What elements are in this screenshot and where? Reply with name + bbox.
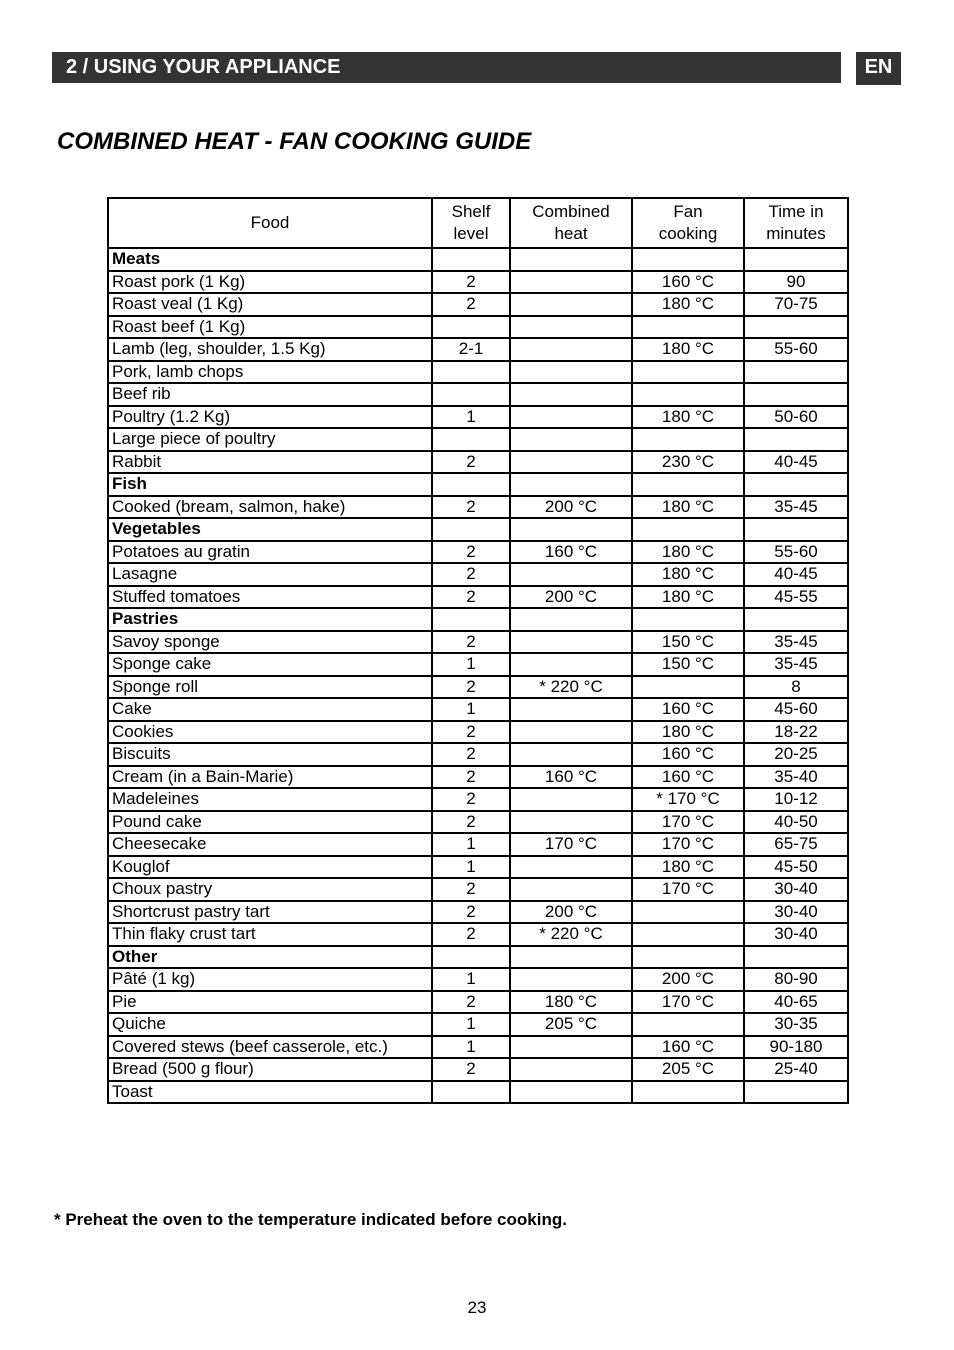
- page-title: COMBINED HEAT - FAN COOKING GUIDE: [57, 128, 532, 155]
- time-cell: 55-60: [744, 541, 848, 564]
- time-cell: [744, 428, 848, 451]
- food-cell: Cooked (bream, salmon, hake): [108, 496, 432, 519]
- combined-heat-cell: [510, 856, 632, 879]
- time-cell: 30-40: [744, 878, 848, 901]
- table-row: [108, 878, 848, 901]
- combined-heat-cell: [510, 473, 632, 496]
- fan-cooking-cell: 150 °C: [632, 653, 744, 676]
- time-cell: 8: [744, 676, 848, 699]
- fan-cooking-cell: [632, 361, 744, 384]
- table-row: [108, 833, 848, 856]
- food-cell: Poultry (1.2 Kg): [108, 406, 432, 429]
- time-cell: 30-35: [744, 1013, 848, 1036]
- food-cell: Cheesecake: [108, 833, 432, 856]
- table-row: [108, 361, 848, 384]
- shelf-level-cell: 1: [432, 833, 510, 856]
- combined-heat-cell: [510, 383, 632, 406]
- food-cell: Vegetables: [108, 518, 432, 541]
- category-row: [108, 608, 848, 631]
- combined-heat-cell: [510, 968, 632, 991]
- time-cell: 55-60: [744, 338, 848, 361]
- food-cell: Roast pork (1 Kg): [108, 271, 432, 294]
- time-cell: 90: [744, 271, 848, 294]
- shelf-level-cell: [432, 248, 510, 271]
- section-header: 2 / USING YOUR APPLIANCE: [52, 52, 841, 83]
- combined-heat-cell: 180 °C: [510, 991, 632, 1014]
- time-cell: [744, 361, 848, 384]
- shelf-level-cell: 1: [432, 406, 510, 429]
- table-row: [108, 1081, 848, 1104]
- shelf-level-cell: 2: [432, 271, 510, 294]
- table-header-row: [108, 198, 848, 248]
- shelf-level-cell: 2-1: [432, 338, 510, 361]
- cooking-guide-table: [107, 197, 849, 1104]
- header-fan-cooking: Fan cooking: [632, 198, 744, 248]
- combined-heat-cell: [510, 563, 632, 586]
- combined-heat-cell: [510, 946, 632, 969]
- food-cell: Large piece of poultry: [108, 428, 432, 451]
- food-cell: Lamb (leg, shoulder, 1.5 Kg): [108, 338, 432, 361]
- combined-heat-cell: [510, 811, 632, 834]
- table-row: [108, 698, 848, 721]
- combined-heat-cell: [510, 316, 632, 339]
- shelf-level-cell: 2: [432, 293, 510, 316]
- time-cell: [744, 518, 848, 541]
- shelf-level-cell: 2: [432, 631, 510, 654]
- table-row: [108, 631, 848, 654]
- fan-cooking-cell: 180 °C: [632, 541, 744, 564]
- shelf-level-cell: [432, 946, 510, 969]
- food-cell: Savoy sponge: [108, 631, 432, 654]
- table-row: [108, 293, 848, 316]
- shelf-level-cell: 2: [432, 1058, 510, 1081]
- fan-cooking-cell: [632, 676, 744, 699]
- food-cell: Pie: [108, 991, 432, 1014]
- table-row: [108, 271, 848, 294]
- shelf-level-cell: 1: [432, 1036, 510, 1059]
- time-cell: [744, 383, 848, 406]
- time-cell: 70-75: [744, 293, 848, 316]
- time-cell: 50-60: [744, 406, 848, 429]
- shelf-level-cell: 2: [432, 676, 510, 699]
- food-cell: Stuffed tomatoes: [108, 586, 432, 609]
- food-cell: Toast: [108, 1081, 432, 1104]
- combined-heat-cell: [510, 721, 632, 744]
- table-row: [108, 811, 848, 834]
- combined-heat-cell: [510, 1058, 632, 1081]
- shelf-level-cell: 2: [432, 991, 510, 1014]
- combined-heat-cell: [510, 631, 632, 654]
- food-cell: Meats: [108, 248, 432, 271]
- food-cell: Choux pastry: [108, 878, 432, 901]
- time-cell: 10-12: [744, 788, 848, 811]
- category-row: [108, 473, 848, 496]
- shelf-level-cell: [432, 383, 510, 406]
- time-cell: [744, 473, 848, 496]
- food-cell: Cake: [108, 698, 432, 721]
- shelf-level-cell: [432, 608, 510, 631]
- table-row: [108, 383, 848, 406]
- shelf-level-cell: [432, 1081, 510, 1104]
- shelf-level-cell: [432, 428, 510, 451]
- shelf-level-cell: 2: [432, 541, 510, 564]
- fan-cooking-cell: 180 °C: [632, 338, 744, 361]
- fan-cooking-cell: [632, 518, 744, 541]
- fan-cooking-cell: 230 °C: [632, 451, 744, 474]
- time-cell: 30-40: [744, 923, 848, 946]
- fan-cooking-cell: [632, 608, 744, 631]
- food-cell: Covered stews (beef casserole, etc.): [108, 1036, 432, 1059]
- combined-heat-cell: 200 °C: [510, 496, 632, 519]
- fan-cooking-cell: 180 °C: [632, 721, 744, 744]
- table-row: [108, 316, 848, 339]
- time-cell: 18-22: [744, 721, 848, 744]
- fan-cooking-cell: [632, 473, 744, 496]
- shelf-level-cell: 2: [432, 923, 510, 946]
- combined-heat-cell: [510, 518, 632, 541]
- shelf-level-cell: 1: [432, 698, 510, 721]
- food-cell: Pork, lamb chops: [108, 361, 432, 384]
- table-row: [108, 766, 848, 789]
- food-cell: Roast veal (1 Kg): [108, 293, 432, 316]
- shelf-level-cell: [432, 316, 510, 339]
- food-cell: Quiche: [108, 1013, 432, 1036]
- fan-cooking-cell: 205 °C: [632, 1058, 744, 1081]
- shelf-level-cell: 1: [432, 968, 510, 991]
- fan-cooking-cell: 160 °C: [632, 766, 744, 789]
- category-row: [108, 248, 848, 271]
- food-cell: Madeleines: [108, 788, 432, 811]
- time-cell: 25-40: [744, 1058, 848, 1081]
- combined-heat-cell: [510, 698, 632, 721]
- time-cell: [744, 608, 848, 631]
- combined-heat-cell: [510, 361, 632, 384]
- table-row: [108, 788, 848, 811]
- combined-heat-cell: [510, 878, 632, 901]
- shelf-level-cell: 2: [432, 743, 510, 766]
- food-cell: Pound cake: [108, 811, 432, 834]
- table-row: [108, 968, 848, 991]
- time-cell: [744, 248, 848, 271]
- table-row: [108, 856, 848, 879]
- fan-cooking-cell: 150 °C: [632, 631, 744, 654]
- time-cell: 35-45: [744, 631, 848, 654]
- combined-heat-cell: 170 °C: [510, 833, 632, 856]
- time-cell: 90-180: [744, 1036, 848, 1059]
- fan-cooking-cell: [632, 946, 744, 969]
- shelf-level-cell: 2: [432, 563, 510, 586]
- food-cell: Cream (in a Bain-Marie): [108, 766, 432, 789]
- time-cell: 30-40: [744, 901, 848, 924]
- table-row: [108, 1058, 848, 1081]
- category-row: [108, 518, 848, 541]
- shelf-level-cell: 2: [432, 901, 510, 924]
- shelf-level-cell: 1: [432, 1013, 510, 1036]
- shelf-level-cell: 2: [432, 451, 510, 474]
- combined-heat-cell: 200 °C: [510, 586, 632, 609]
- combined-heat-cell: * 220 °C: [510, 676, 632, 699]
- table-body: [108, 248, 848, 1103]
- food-cell: Roast beef (1 Kg): [108, 316, 432, 339]
- shelf-level-cell: 1: [432, 653, 510, 676]
- combined-heat-cell: [510, 788, 632, 811]
- fan-cooking-cell: 170 °C: [632, 878, 744, 901]
- fan-cooking-cell: 160 °C: [632, 698, 744, 721]
- fan-cooking-cell: [632, 1013, 744, 1036]
- table-row: [108, 563, 848, 586]
- fan-cooking-cell: 180 °C: [632, 406, 744, 429]
- fan-cooking-cell: 160 °C: [632, 743, 744, 766]
- combined-heat-cell: [510, 428, 632, 451]
- combined-heat-cell: [510, 653, 632, 676]
- food-cell: Lasagne: [108, 563, 432, 586]
- table-row: [108, 541, 848, 564]
- time-cell: 40-50: [744, 811, 848, 834]
- fan-cooking-cell: [632, 383, 744, 406]
- table-row: [108, 743, 848, 766]
- table-row: [108, 901, 848, 924]
- shelf-level-cell: 2: [432, 811, 510, 834]
- combined-heat-cell: [510, 406, 632, 429]
- table-row: [108, 451, 848, 474]
- fan-cooking-cell: 180 °C: [632, 856, 744, 879]
- header-time: Time in minutes: [744, 198, 848, 248]
- fan-cooking-cell: 180 °C: [632, 496, 744, 519]
- page-number: 23: [467, 1298, 487, 1317]
- time-cell: 65-75: [744, 833, 848, 856]
- shelf-level-cell: 2: [432, 496, 510, 519]
- food-cell: Pâté (1 kg): [108, 968, 432, 991]
- combined-heat-cell: * 220 °C: [510, 923, 632, 946]
- food-cell: Other: [108, 946, 432, 969]
- shelf-level-cell: 1: [432, 856, 510, 879]
- fan-cooking-cell: [632, 428, 744, 451]
- fan-cooking-cell: [632, 901, 744, 924]
- food-cell: Bread (500 g flour): [108, 1058, 432, 1081]
- header-food: Food: [108, 198, 432, 248]
- fan-cooking-cell: 160 °C: [632, 271, 744, 294]
- time-cell: 45-50: [744, 856, 848, 879]
- food-cell: Potatoes au gratin: [108, 541, 432, 564]
- fan-cooking-cell: [632, 316, 744, 339]
- shelf-level-cell: 2: [432, 878, 510, 901]
- fan-cooking-cell: [632, 1081, 744, 1104]
- combined-heat-cell: [510, 248, 632, 271]
- shelf-level-cell: 2: [432, 788, 510, 811]
- table-row: [108, 496, 848, 519]
- food-cell: Kouglof: [108, 856, 432, 879]
- food-cell: Shortcrust pastry tart: [108, 901, 432, 924]
- table-row: [108, 923, 848, 946]
- combined-heat-cell: [510, 743, 632, 766]
- fan-cooking-cell: 180 °C: [632, 563, 744, 586]
- combined-heat-cell: [510, 608, 632, 631]
- table-row: [108, 406, 848, 429]
- combined-heat-cell: [510, 1036, 632, 1059]
- fan-cooking-cell: 170 °C: [632, 811, 744, 834]
- shelf-level-cell: 2: [432, 721, 510, 744]
- fan-cooking-cell: [632, 923, 744, 946]
- time-cell: 45-60: [744, 698, 848, 721]
- time-cell: 40-45: [744, 563, 848, 586]
- food-cell: Pastries: [108, 608, 432, 631]
- food-cell: Biscuits: [108, 743, 432, 766]
- combined-heat-cell: 160 °C: [510, 766, 632, 789]
- table-row: [108, 676, 848, 699]
- table-row: [108, 1013, 848, 1036]
- combined-heat-cell: [510, 451, 632, 474]
- combined-heat-cell: 160 °C: [510, 541, 632, 564]
- time-cell: 45-55: [744, 586, 848, 609]
- table-row: [108, 338, 848, 361]
- time-cell: 35-45: [744, 496, 848, 519]
- combined-heat-cell: [510, 1081, 632, 1104]
- fan-cooking-cell: 170 °C: [632, 833, 744, 856]
- time-cell: [744, 316, 848, 339]
- food-cell: Sponge roll: [108, 676, 432, 699]
- fan-cooking-cell: 160 °C: [632, 1036, 744, 1059]
- combined-heat-cell: 205 °C: [510, 1013, 632, 1036]
- time-cell: 80-90: [744, 968, 848, 991]
- shelf-level-cell: [432, 473, 510, 496]
- footnote: * Preheat the oven to the temperature indicated before cooking.: [54, 1210, 567, 1229]
- fan-cooking-cell: 180 °C: [632, 293, 744, 316]
- fan-cooking-cell: [632, 248, 744, 271]
- header-shelf-level: Shelf level: [432, 198, 510, 248]
- food-cell: Cookies: [108, 721, 432, 744]
- fan-cooking-cell: * 170 °C: [632, 788, 744, 811]
- combined-heat-cell: 200 °C: [510, 901, 632, 924]
- category-row: [108, 946, 848, 969]
- food-cell: Fish: [108, 473, 432, 496]
- table-row: [108, 586, 848, 609]
- combined-heat-cell: [510, 271, 632, 294]
- table-row: [108, 721, 848, 744]
- time-cell: 20-25: [744, 743, 848, 766]
- food-cell: Beef rib: [108, 383, 432, 406]
- time-cell: 35-45: [744, 653, 848, 676]
- time-cell: 40-65: [744, 991, 848, 1014]
- fan-cooking-cell: 170 °C: [632, 991, 744, 1014]
- combined-heat-cell: [510, 293, 632, 316]
- language-badge: EN: [856, 52, 901, 85]
- fan-cooking-cell: 180 °C: [632, 586, 744, 609]
- shelf-level-cell: [432, 361, 510, 384]
- time-cell: 40-45: [744, 451, 848, 474]
- table-row: [108, 653, 848, 676]
- shelf-level-cell: [432, 518, 510, 541]
- table-row: [108, 428, 848, 451]
- shelf-level-cell: 2: [432, 766, 510, 789]
- fan-cooking-cell: 200 °C: [632, 968, 744, 991]
- time-cell: [744, 946, 848, 969]
- shelf-level-cell: 2: [432, 586, 510, 609]
- food-cell: Thin flaky crust tart: [108, 923, 432, 946]
- food-cell: Sponge cake: [108, 653, 432, 676]
- time-cell: [744, 1081, 848, 1104]
- table-row: [108, 991, 848, 1014]
- header-combined-heat: Combined heat: [510, 198, 632, 248]
- combined-heat-cell: [510, 338, 632, 361]
- food-cell: Rabbit: [108, 451, 432, 474]
- time-cell: 35-40: [744, 766, 848, 789]
- table-row: [108, 1036, 848, 1059]
